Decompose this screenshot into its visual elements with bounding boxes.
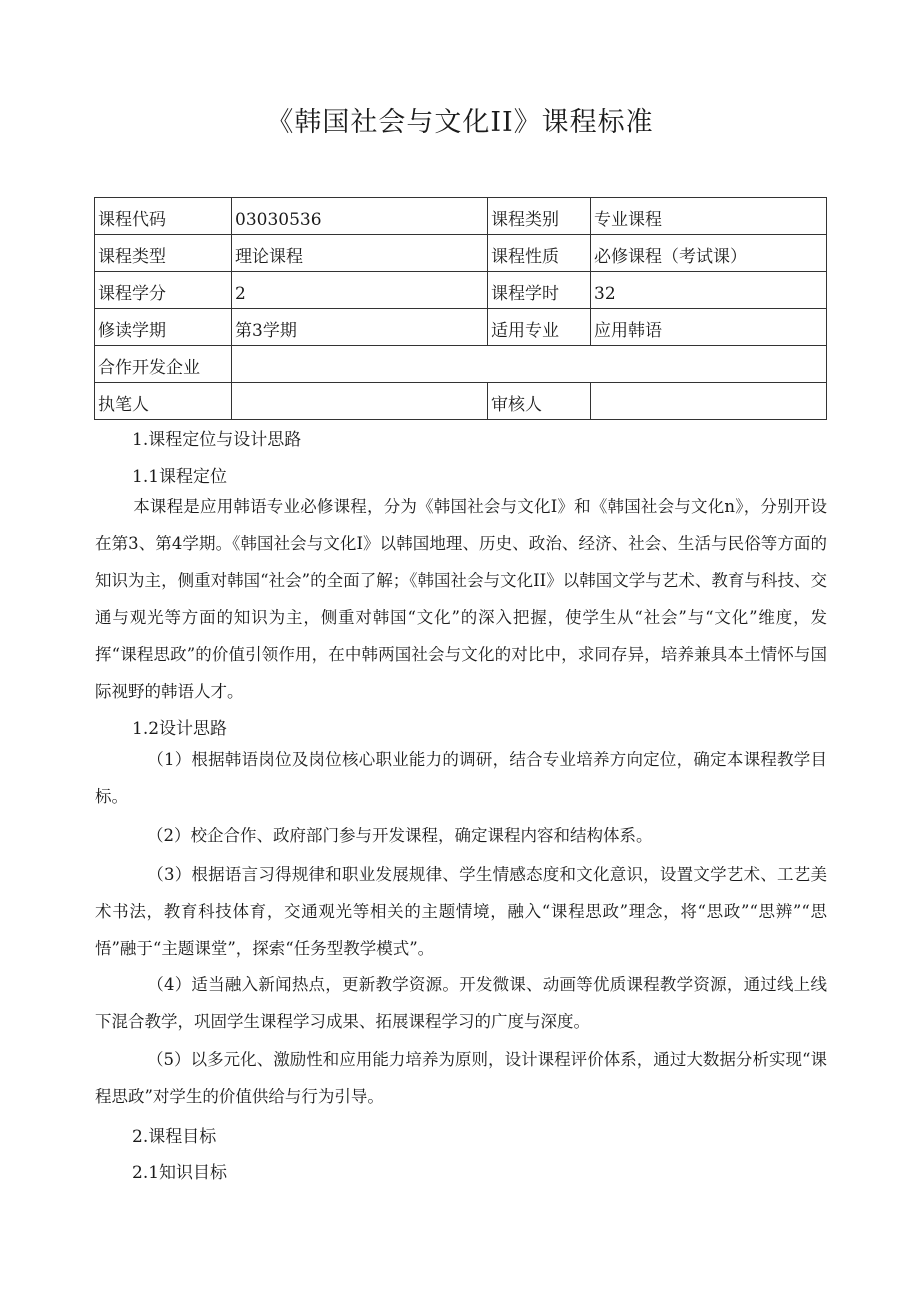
label-cell: 课程代码 [95, 198, 232, 235]
value-cell: 理论课程 [232, 235, 488, 272]
table-row [95, 272, 827, 309]
label-cell: 适用专业 [488, 309, 591, 346]
course-info-table [94, 197, 827, 420]
value-cell: 2 [232, 272, 488, 309]
label-cell: 课程类型 [95, 235, 232, 272]
label-cell: 执笔人 [95, 383, 232, 420]
list-item: （4）适当融入新闻热点，更新教学资源。开发微课、动画等优质课程教学资源，通过线上线下混合教学，巩固学生课程学习成果、拓展课程学习的广度与深度。 [95, 975, 827, 1031]
value-cell [591, 383, 827, 420]
list-item: （2）校企合作、政府部门参与开发课程，确定课程内容和结构体系。 [147, 826, 653, 845]
paragraph: 本课程是应用韩语专业必修课程，分为《韩国社会与文化I》和《韩国社会与文化n》，分别开设在第3、第4学期。《韩国社会与文化I》以韩国地理、历史、政治、经济、社会、生活与民俗等方面的知识为主，侧重对韩国“社会”的全面了解；《韩国社会与文化II》以韩国文学与艺术、教育与科技、交通与观光等方面的知识为主，侧重对韩国“文化”的深入把握，使学生从“社会”与“文化”维度，发挥“课程思政”的价值引领作用，在中韩两国社会与文化的对比中，求同存异，培养兼具本土情怀与国际视野的韩语人才。 [95, 497, 827, 701]
section-heading: 1.课程定位与设计思路 [132, 430, 302, 450]
list-item: （3）根据语言习得规律和职业发展规律、学生情感态度和文化意识，设置文学艺术、工艺美术书法，教育科技体育，交通观光等相关的主题情境，融入“课程思政”理念，将“思政”“思辨”“思悟”融于“主题课堂”，探索“任务型教学模式”。 [95, 865, 827, 958]
value-cell: 03030536 [232, 198, 488, 235]
table-row [95, 309, 827, 346]
table-row [95, 235, 827, 272]
label-cell: 审核人 [488, 383, 591, 420]
label-cell: 合作开发企业 [95, 346, 232, 383]
subsection-heading: 2.1知识目标 [132, 1163, 228, 1183]
value-cell: 32 [591, 272, 827, 309]
value-cell [232, 383, 488, 420]
value-cell: 专业课程 [591, 198, 827, 235]
value-cell: 应用韩语 [591, 309, 827, 346]
label-cell: 课程类别 [488, 198, 591, 235]
section-heading: 2.课程目标 [132, 1127, 217, 1147]
subsection-heading: 1.2设计思路 [132, 719, 228, 739]
list-item: （5）以多元化、激励性和应用能力培养为原则，设计课程评价体系，通过大数据分析实现“课程思政”对学生的价值供给与行为引导。 [95, 1050, 827, 1106]
table-row [95, 383, 827, 420]
value-cell: 必修课程（考试课） [591, 235, 827, 272]
label-cell: 课程学分 [95, 272, 232, 309]
value-cell [232, 346, 827, 383]
subsection-heading: 1.1课程定位 [132, 467, 228, 487]
table-row [95, 198, 827, 235]
label-cell: 课程性质 [488, 235, 591, 272]
list-item: （1）根据韩语岗位及岗位核心职业能力的调研，结合专业培养方向定位，确定本课程教学目标。 [95, 750, 827, 806]
page-title: 《韩国社会与文化II》课程标准 [266, 107, 654, 138]
table-row [95, 346, 827, 383]
label-cell: 课程学时 [488, 272, 591, 309]
value-cell: 第3学期 [232, 309, 488, 346]
label-cell: 修读学期 [95, 309, 232, 346]
